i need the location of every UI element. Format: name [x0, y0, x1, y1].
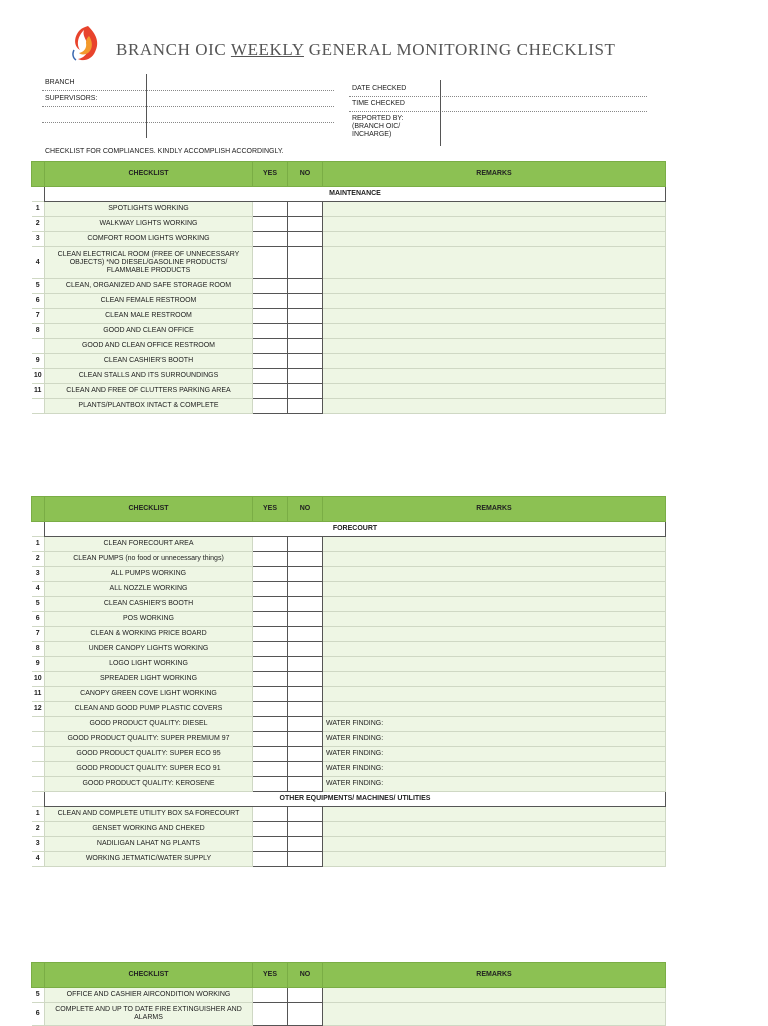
no-checkbox[interactable]	[288, 672, 323, 687]
row-number: 10	[32, 672, 45, 687]
table-header-row	[32, 162, 666, 187]
table-row	[32, 807, 666, 822]
yes-checkbox[interactable]	[253, 582, 288, 597]
checklist-item: WALKWAY LIGHTS WORKING	[45, 217, 253, 232]
yes-checkbox[interactable]	[253, 537, 288, 552]
yes-checkbox[interactable]	[253, 837, 288, 852]
remarks-cell[interactable]	[323, 552, 666, 567]
no-checkbox[interactable]	[288, 217, 323, 232]
table-row	[32, 988, 666, 1003]
checklist-item: GOOD PRODUCT QUALITY: SUPER PREMIUM 97	[45, 732, 253, 747]
yes-checkbox[interactable]	[253, 309, 288, 324]
table-row	[32, 552, 666, 567]
row-number: 4	[32, 852, 45, 867]
yes-checkbox[interactable]	[253, 294, 288, 309]
no-checkbox[interactable]	[288, 202, 323, 217]
supervisors-field-2[interactable]	[42, 122, 334, 123]
row-number: 5	[32, 597, 45, 612]
yes-checkbox[interactable]	[253, 807, 288, 822]
header-yes: YES	[253, 963, 288, 988]
header-remarks: REMARKS	[323, 497, 666, 522]
row-number: 7	[32, 627, 45, 642]
remarks-cell[interactable]	[323, 627, 666, 642]
no-checkbox[interactable]	[288, 354, 323, 369]
remarks-cell[interactable]	[323, 657, 666, 672]
row-number	[32, 339, 45, 354]
row-number: 3	[32, 837, 45, 852]
no-checkbox[interactable]	[288, 657, 323, 672]
date-checked-label: DATE CHECKED	[352, 85, 407, 92]
yes-checkbox[interactable]	[253, 687, 288, 702]
instruction-note: CHECKLIST FOR COMPLIANCES. KINDLY ACCOMPLISH ACCORDINGLY.	[45, 148, 284, 155]
table-row	[32, 717, 666, 732]
no-checkbox[interactable]	[288, 762, 323, 777]
no-checkbox[interactable]	[288, 702, 323, 717]
remarks-cell[interactable]	[323, 339, 666, 354]
row-number	[32, 747, 45, 762]
branch-label: BRANCH	[45, 79, 75, 86]
checklist-item: COMPLETE AND UP TO DATE FIRE EXTINGUISHER AND ALARMS	[45, 1003, 253, 1026]
no-checkbox[interactable]	[288, 988, 323, 1003]
checklist-item: CLEAN & WORKING PRICE BOARD	[45, 627, 253, 642]
table-row	[32, 642, 666, 657]
branch-field[interactable]	[42, 90, 334, 91]
yes-checkbox[interactable]	[253, 612, 288, 627]
table-row	[32, 247, 666, 279]
table-row	[32, 822, 666, 837]
checklist-item: CLEAN PUMPS (no food or unnecessary things)	[45, 552, 253, 567]
row-number: 4	[32, 247, 45, 279]
table-row	[32, 217, 666, 232]
remarks-cell[interactable]	[323, 672, 666, 687]
no-checkbox[interactable]	[288, 777, 323, 792]
remarks-cell[interactable]	[323, 612, 666, 627]
checklist-item: GOOD PRODUCT QUALITY: SUPER ECO 95	[45, 747, 253, 762]
checklist-item: CLEAN AND COMPLETE UTILITY BOX SA FORECOURT	[45, 807, 253, 822]
checklist-item: CLEAN AND GOOD PUMP PLASTIC COVERS	[45, 702, 253, 717]
yes-checkbox[interactable]	[253, 399, 288, 414]
remarks-cell[interactable]	[323, 852, 666, 867]
checklist-item: PLANTS/PLANTBOX INTACT & COMPLETE	[45, 399, 253, 414]
row-number: 1	[32, 807, 45, 822]
yes-checkbox[interactable]	[253, 217, 288, 232]
checklist-item: GOOD PRODUCT QUALITY: DIESEL	[45, 717, 253, 732]
remarks-cell[interactable]: WATER FINDING:	[323, 717, 666, 732]
table-row	[32, 732, 666, 747]
row-number: 1	[32, 537, 45, 552]
checklist-item: CLEAN STALLS AND ITS SURROUNDINGS	[45, 369, 253, 384]
no-checkbox[interactable]	[288, 717, 323, 732]
table-row	[32, 687, 666, 702]
checklist-item: CLEAN FORECOURT AREA	[45, 537, 253, 552]
company-logo-icon	[62, 22, 108, 68]
header-num	[32, 162, 45, 187]
yes-checkbox[interactable]	[253, 732, 288, 747]
yes-checkbox[interactable]	[253, 672, 288, 687]
table-row	[32, 1003, 666, 1026]
yes-checkbox[interactable]	[253, 822, 288, 837]
remarks-cell[interactable]	[323, 597, 666, 612]
checklist-item: CLEAN CASHIER'S BOOTH	[45, 597, 253, 612]
remarks-cell[interactable]	[323, 1003, 666, 1026]
row-number: 5	[32, 279, 45, 294]
section-other-equipments: OTHER EQUIPMENTS/ MACHINES/ UTILITIES	[45, 792, 666, 807]
no-checkbox[interactable]	[288, 279, 323, 294]
remarks-cell[interactable]	[323, 354, 666, 369]
row-number: 5	[32, 988, 45, 1003]
yes-checkbox[interactable]	[253, 202, 288, 217]
yes-checkbox[interactable]	[253, 762, 288, 777]
remarks-cell[interactable]	[323, 202, 666, 217]
remarks-cell[interactable]	[323, 247, 666, 279]
table-row	[32, 354, 666, 369]
remarks-cell[interactable]	[323, 567, 666, 582]
remarks-cell[interactable]	[323, 822, 666, 837]
table-row	[32, 612, 666, 627]
yes-checkbox[interactable]	[253, 324, 288, 339]
row-number	[32, 717, 45, 732]
remarks-cell[interactable]	[323, 399, 666, 414]
section-row	[32, 792, 666, 807]
checklist-item: GOOD AND CLEAN OFFICE	[45, 324, 253, 339]
checklist-item: POS WORKING	[45, 612, 253, 627]
yes-checkbox[interactable]	[253, 552, 288, 567]
row-number: 3	[32, 567, 45, 582]
row-number: 2	[32, 217, 45, 232]
header-no: NO	[288, 963, 323, 988]
header-yes: YES	[253, 162, 288, 187]
forecourt-checklist-table	[31, 496, 666, 867]
table-row	[32, 582, 666, 597]
section-row	[32, 187, 666, 202]
row-number	[32, 399, 45, 414]
no-checkbox[interactable]	[288, 642, 323, 657]
no-checkbox[interactable]	[288, 567, 323, 582]
remarks-cell[interactable]: WATER FINDING:	[323, 762, 666, 777]
remarks-cell[interactable]	[323, 217, 666, 232]
no-checkbox[interactable]	[288, 627, 323, 642]
remarks-cell[interactable]	[323, 324, 666, 339]
row-number: 11	[32, 384, 45, 399]
checklist-item: GOOD AND CLEAN OFFICE RESTROOM	[45, 339, 253, 354]
row-number: 9	[32, 657, 45, 672]
table-row	[32, 369, 666, 384]
no-checkbox[interactable]	[288, 294, 323, 309]
remarks-cell[interactable]	[323, 384, 666, 399]
section-forecourt: FORECOURT	[45, 522, 666, 537]
remarks-cell[interactable]	[323, 279, 666, 294]
checklist-item: CLEAN FEMALE RESTROOM	[45, 294, 253, 309]
row-number: 9	[32, 354, 45, 369]
no-checkbox[interactable]	[288, 852, 323, 867]
yes-checkbox[interactable]	[253, 247, 288, 279]
yes-checkbox[interactable]	[253, 777, 288, 792]
header-remarks: REMARKS	[323, 162, 666, 187]
checklist-item: GENSET WORKING AND CHEKED	[45, 822, 253, 837]
no-checkbox[interactable]	[288, 247, 323, 279]
row-number	[32, 762, 45, 777]
yes-checkbox[interactable]	[253, 384, 288, 399]
row-number: 10	[32, 369, 45, 384]
table-row	[32, 777, 666, 792]
yes-checkbox[interactable]	[253, 702, 288, 717]
no-checkbox[interactable]	[288, 552, 323, 567]
table-row	[32, 309, 666, 324]
no-checkbox[interactable]	[288, 732, 323, 747]
no-checkbox[interactable]	[288, 687, 323, 702]
header-divider	[146, 74, 147, 138]
row-number: 12	[32, 702, 45, 717]
checklist-item: ALL PUMPS WORKING	[45, 567, 253, 582]
yes-checkbox[interactable]	[253, 642, 288, 657]
table-row	[32, 837, 666, 852]
no-checkbox[interactable]	[288, 1003, 323, 1026]
table-row	[32, 852, 666, 867]
checklist-item: OFFICE AND CASHIER AIRCONDITION WORKING	[45, 988, 253, 1003]
table-row	[32, 294, 666, 309]
utilities-checklist-table	[31, 962, 666, 1026]
section-maintenance: MAINTENANCE	[45, 187, 666, 202]
supervisors-label: SUPERVISORS:	[45, 95, 98, 102]
row-number: 11	[32, 687, 45, 702]
table-row	[32, 202, 666, 217]
time-checked-label: TIME CHECKED	[352, 100, 405, 107]
yes-checkbox[interactable]	[253, 279, 288, 294]
header-checklist: CHECKLIST	[45, 963, 253, 988]
maintenance-checklist-table	[31, 161, 666, 414]
remarks-cell[interactable]	[323, 582, 666, 597]
header-no: NO	[288, 497, 323, 522]
header-checklist: CHECKLIST	[45, 162, 253, 187]
header-yes: YES	[253, 497, 288, 522]
no-checkbox[interactable]	[288, 807, 323, 822]
checklist-item: CLEAN, ORGANIZED AND SAFE STORAGE ROOM	[45, 279, 253, 294]
remarks-cell[interactable]	[323, 988, 666, 1003]
yes-checkbox[interactable]	[253, 717, 288, 732]
yes-checkbox[interactable]	[253, 339, 288, 354]
page-title: BRANCH OIC WEEKLY GENERAL MONITORING CHECKLIST	[116, 40, 616, 59]
remarks-cell[interactable]: WATER FINDING:	[323, 732, 666, 747]
no-checkbox[interactable]	[288, 612, 323, 627]
checklist-item: CLEAN MALE RESTROOM	[45, 309, 253, 324]
yes-checkbox[interactable]	[253, 567, 288, 582]
remarks-cell[interactable]	[323, 537, 666, 552]
table-row	[32, 672, 666, 687]
row-number: 3	[32, 232, 45, 247]
checklist-item: CLEAN ELECTRICAL ROOM (FREE OF UNNECESSARY OBJECTS) *NO DIESEL/GASOLINE PRODUCTS/ FLAMMABLE PRODUCTS	[45, 247, 253, 279]
row-number: 1	[32, 202, 45, 217]
no-checkbox[interactable]	[288, 399, 323, 414]
table-row	[32, 762, 666, 777]
no-checkbox[interactable]	[288, 369, 323, 384]
no-checkbox[interactable]	[288, 232, 323, 247]
date-checked-field[interactable]	[349, 96, 647, 97]
remarks-cell[interactable]	[323, 702, 666, 717]
header-num	[32, 963, 45, 988]
no-checkbox[interactable]	[288, 309, 323, 324]
checklist-item: WORKING JETMATIC/WATER SUPPLY	[45, 852, 253, 867]
yes-checkbox[interactable]	[253, 369, 288, 384]
header-divider-right	[440, 80, 441, 146]
checklist-item: CLEAN CASHIER'S BOOTH	[45, 354, 253, 369]
table-row	[32, 279, 666, 294]
row-number: 6	[32, 1003, 45, 1026]
row-number: 8	[32, 642, 45, 657]
table-row	[32, 657, 666, 672]
row-number: 8	[32, 324, 45, 339]
checklist-item: CANOPY GREEN COVE LIGHT WORKING	[45, 687, 253, 702]
table-row	[32, 702, 666, 717]
yes-checkbox[interactable]	[253, 1003, 288, 1026]
yes-checkbox[interactable]	[253, 354, 288, 369]
remarks-cell[interactable]	[323, 294, 666, 309]
header-remarks: REMARKS	[323, 963, 666, 988]
header-num	[32, 497, 45, 522]
yes-checkbox[interactable]	[253, 232, 288, 247]
no-checkbox[interactable]	[288, 537, 323, 552]
no-checkbox[interactable]	[288, 747, 323, 762]
checklist-item: COMFORT ROOM LIGHTS WORKING	[45, 232, 253, 247]
yes-checkbox[interactable]	[253, 657, 288, 672]
row-number	[32, 732, 45, 747]
remarks-cell[interactable]	[323, 309, 666, 324]
checklist-item: LOGO LIGHT WORKING	[45, 657, 253, 672]
table-row	[32, 597, 666, 612]
yes-checkbox[interactable]	[253, 988, 288, 1003]
no-checkbox[interactable]	[288, 582, 323, 597]
remarks-cell[interactable]: WATER FINDING:	[323, 777, 666, 792]
yes-checkbox[interactable]	[253, 627, 288, 642]
table-row	[32, 537, 666, 552]
table-row	[32, 232, 666, 247]
remarks-cell[interactable]	[323, 642, 666, 657]
row-number	[32, 777, 45, 792]
remarks-cell[interactable]	[323, 837, 666, 852]
reported-by-label: REPORTED BY: (BRANCH OIC/ INCHARGE)	[352, 115, 404, 138]
remarks-cell[interactable]: WATER FINDING:	[323, 747, 666, 762]
checklist-item: CLEAN AND FREE OF CLUTTERS PARKING AREA	[45, 384, 253, 399]
table-row	[32, 567, 666, 582]
row-number: 7	[32, 309, 45, 324]
yes-checkbox[interactable]	[253, 852, 288, 867]
no-checkbox[interactable]	[288, 339, 323, 354]
checklist-item: NADILIGAN LAHAT NG PLANTS	[45, 837, 253, 852]
no-checkbox[interactable]	[288, 822, 323, 837]
table-row	[32, 324, 666, 339]
table-row	[32, 384, 666, 399]
table-row	[32, 747, 666, 762]
checklist-item: SPOTLIGHTS WORKING	[45, 202, 253, 217]
remarks-cell[interactable]	[323, 687, 666, 702]
header-no: NO	[288, 162, 323, 187]
row-number: 6	[32, 612, 45, 627]
supervisors-field[interactable]	[42, 106, 334, 107]
header-checklist: CHECKLIST	[45, 497, 253, 522]
no-checkbox[interactable]	[288, 837, 323, 852]
remarks-cell[interactable]	[323, 232, 666, 247]
table-row	[32, 339, 666, 354]
yes-checkbox[interactable]	[253, 747, 288, 762]
yes-checkbox[interactable]	[253, 597, 288, 612]
checklist-item: UNDER CANOPY LIGHTS WORKING	[45, 642, 253, 657]
checklist-item: SPREADER LIGHT WORKING	[45, 672, 253, 687]
row-number: 2	[32, 552, 45, 567]
time-checked-field[interactable]	[349, 111, 647, 112]
table-row	[32, 399, 666, 414]
no-checkbox[interactable]	[288, 324, 323, 339]
section-row	[32, 522, 666, 537]
row-number: 4	[32, 582, 45, 597]
table-header-row	[32, 497, 666, 522]
checklist-item: GOOD PRODUCT QUALITY: KEROSENE	[45, 777, 253, 792]
table-header-row	[32, 963, 666, 988]
no-checkbox[interactable]	[288, 597, 323, 612]
remarks-cell[interactable]	[323, 807, 666, 822]
table-row	[32, 627, 666, 642]
row-number: 6	[32, 294, 45, 309]
row-number: 2	[32, 822, 45, 837]
no-checkbox[interactable]	[288, 384, 323, 399]
checklist-item: ALL NOZZLE WORKING	[45, 582, 253, 597]
remarks-cell[interactable]	[323, 369, 666, 384]
checklist-item: GOOD PRODUCT QUALITY: SUPER ECO 91	[45, 762, 253, 777]
